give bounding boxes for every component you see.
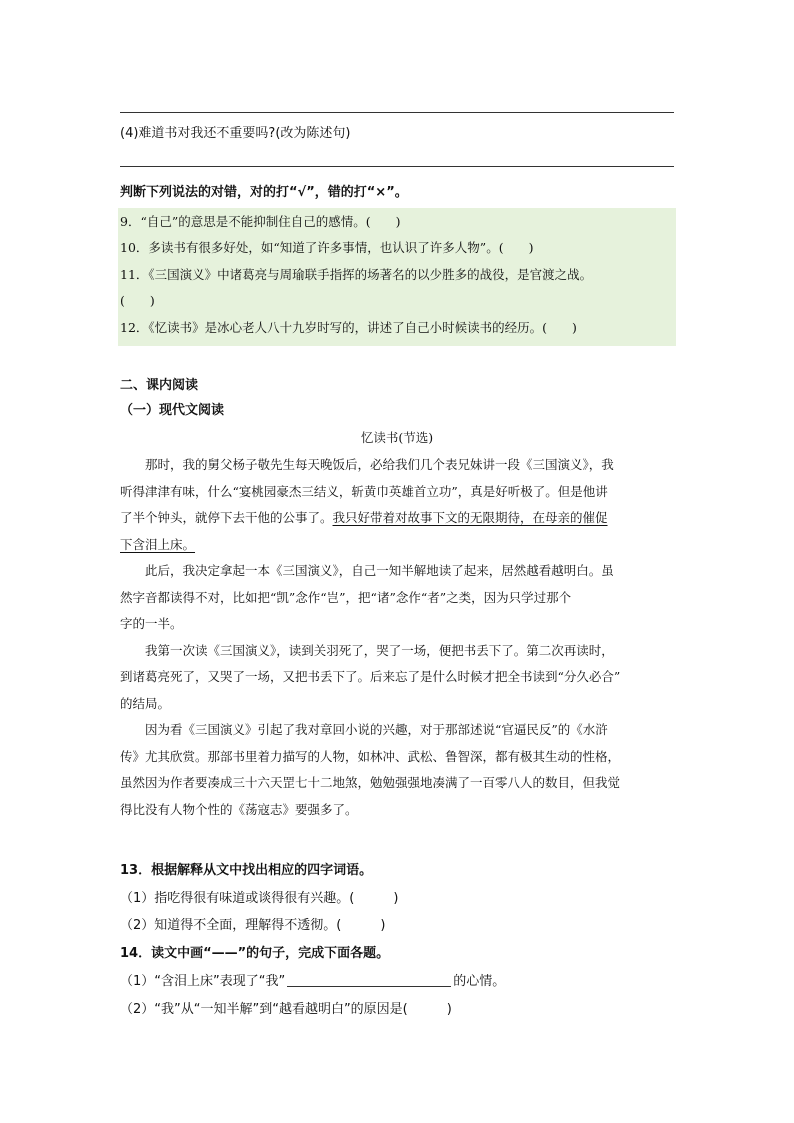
answer-blank[interactable] xyxy=(287,972,451,987)
article-line: 然字音都读得不对，比如把“凯”念作“岂”，把“诸”念作“者”之类，因为只学过那个 xyxy=(120,589,572,605)
underlined-sentence-end: 下含泪上床。 xyxy=(120,536,196,552)
question-14-2: （2）“我”从“一知半解”到“越看越明白”的原因是( ) xyxy=(120,1002,452,1017)
article-line: 那时，我的舅父杨子敬先生每天晚饭后，必给我们几个表兄妹讲一段《三国演义》，我 xyxy=(120,457,614,472)
article-text xyxy=(120,452,676,823)
question-14-1 xyxy=(120,972,505,992)
answer-line-q4 xyxy=(120,166,674,167)
article-line: 虽然因为作者要凑成三十六天罡七十二地煞，勉勉强强地凑满了一百零八人的数目，但我觉 xyxy=(120,775,621,790)
article-line: 听得津津有味，什么“宴桃园豪杰三结义，斩黄巾英雄首立功”，真是好听极了。但是他讲 xyxy=(120,483,608,499)
judge-item-12: 12．《忆读书》是冰心老人八十九岁时写的，讲述了自己小时候读书的经历。( ) xyxy=(120,320,577,335)
subsection-title: （一）现代文阅读 xyxy=(120,403,225,418)
article-line: 此后，我决定拿起一本《三国演义》，自己一知半解地读了起来，居然越看越明白。虽 xyxy=(120,563,614,578)
underlined-sentence: 我只好带着对故事下文的无限期待，在母亲的催促 xyxy=(332,510,608,525)
article-line: 的结局。 xyxy=(120,695,171,711)
article-title: 忆读书(节选) xyxy=(360,430,434,445)
article-line xyxy=(120,532,676,559)
article-line: 到诸葛亮死了，又哭了一场，又把书丢下了。后来忘了是什么时候才把全书读到“分久必合” xyxy=(120,669,621,684)
question-14: 14．读文中画“——”的句子，完成下面各题。 xyxy=(120,946,390,961)
article-line xyxy=(120,505,676,532)
judge-item-11-answer: ( ) xyxy=(120,293,155,308)
article-line-part: 了半个钟头，就停下去干他的公事了。 xyxy=(120,510,333,525)
question-13-2: （2）知道得不全面，理解得不透彻。( ) xyxy=(120,918,386,933)
article-line: 因为看《三国演义》引起了我对章回小说的兴趣，对于那部述说“官逼民反”的《水浒 xyxy=(120,722,608,737)
question-4: (4)难道书对我还不重要吗?(改为陈述句) xyxy=(120,126,351,141)
judge-item-11: 11．《三国演义》中诸葛亮与周瑜联手指挥的场著名的以少胜多的战役，是官渡之战。 xyxy=(120,267,593,282)
judge-header: 判断下列说法的对错，对的打“√”，错的打“×”。 xyxy=(120,185,408,200)
answer-line-top xyxy=(120,112,674,113)
judge-item-10: 10．多读书有很多好处，如“知道了许多事情，也认识了许多人物”。( ) xyxy=(120,240,534,255)
question-14-1-text: （1）“含泪上床”表现了“我” xyxy=(120,974,286,989)
article-line: 我第一次读《三国演义》，读到关羽死了，哭了一场，便把书丢下了。第二次再读时， xyxy=(120,642,614,658)
article-line: 传》尤其欣赏。那部书里着力描写的人物，如林冲、武松、鲁智深，都有极其生动的性格， xyxy=(120,748,621,764)
section-title: 二、课内阅读 xyxy=(120,378,199,393)
question-13-1: （1）指吃得很有味道或谈得很有兴趣。( ) xyxy=(120,891,399,906)
question-14-1-tail: 的心情。 xyxy=(453,974,506,989)
judge-item-9: 9．“自己”的意思是不能抑制住自己的感情。( ) xyxy=(120,214,401,229)
article-line: 字的一半。 xyxy=(120,616,183,631)
question-13: 13．根据解释从文中找出相应的四字词语。 xyxy=(120,863,373,878)
article-line: 得比没有人物个性的《荡寇志》要强多了。 xyxy=(120,801,358,817)
